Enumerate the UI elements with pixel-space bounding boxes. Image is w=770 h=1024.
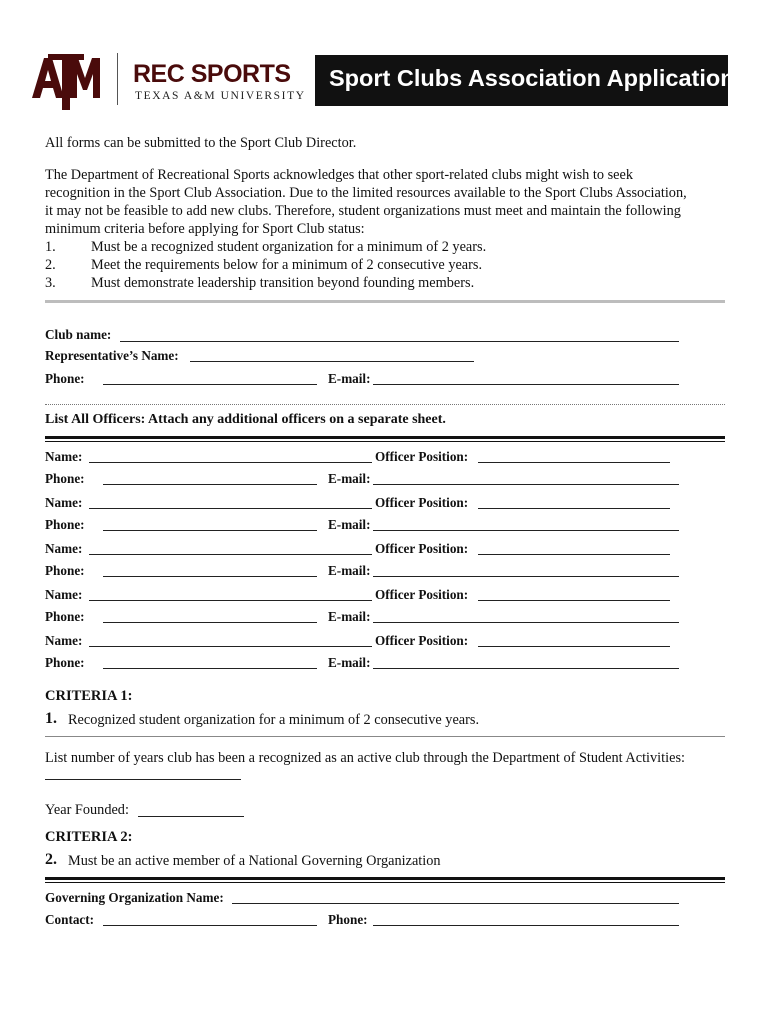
officer-position-label: Officer Position: <box>375 633 469 648</box>
officer-email-field[interactable] <box>373 655 679 669</box>
criteria2-rule-thin <box>45 882 725 883</box>
officer-position-field[interactable] <box>478 541 670 555</box>
criteria1-question: List number of years club has been a recognized as an active club through the Department of Student Activities: <box>45 750 685 766</box>
officers-rule-thick <box>45 436 725 439</box>
officer-email-field[interactable] <box>373 471 679 485</box>
governing-org-label: Governing Organization Name: <box>45 890 224 905</box>
officer-email-field[interactable] <box>373 563 679 577</box>
criteria-num-3: 3. <box>45 275 56 291</box>
club-name-field[interactable] <box>120 328 679 342</box>
officer-phone-field[interactable] <box>103 471 317 485</box>
officer-phone-label: Phone: <box>45 655 85 670</box>
officer-name-label: Name: <box>45 449 83 464</box>
officer-phone-label: Phone: <box>45 609 85 624</box>
section-divider <box>45 300 725 303</box>
officer-name-field[interactable] <box>89 495 372 509</box>
intro-line-3: it may not be feasible to add new clubs. Therefore, student organizations must meet and maintain the following <box>45 203 681 219</box>
officer-email-label: E-mail: <box>328 609 371 624</box>
years-recognized-field[interactable] <box>45 766 241 780</box>
officer-position-label: Officer Position: <box>375 495 469 510</box>
officer-phone-label: Phone: <box>45 471 85 486</box>
officer-name-label: Name: <box>45 495 83 510</box>
brand-name: REC SPORTS <box>133 60 291 88</box>
officer-phone-label: Phone: <box>45 517 85 532</box>
intro-line-1: The Department of Recreational Sports acknowledges that other sport-related clubs might wish to seek <box>45 167 633 183</box>
officer-phone-field[interactable] <box>103 563 317 577</box>
officer-phone-field[interactable] <box>103 517 317 531</box>
officer-email-label: E-mail: <box>328 655 371 670</box>
criteria2-rule-thick <box>45 877 725 880</box>
officer-email-field[interactable] <box>373 609 679 623</box>
club-email-label: E-mail: <box>328 371 371 386</box>
criteria-text-1: Must be a recognized student organization for a minimum of 2 years. <box>91 239 487 255</box>
criteria2-heading: CRITERIA 2: <box>45 829 133 845</box>
intro-line-2: recognition in the Sport Club Association. Due to the limited resources available to the Sport Clubs Association, <box>45 185 687 201</box>
officer-name-field[interactable] <box>89 587 372 601</box>
dotted-divider <box>45 404 725 405</box>
criteria2-text: Must be an active member of a National Governing Organization <box>68 853 441 869</box>
club-phone-field[interactable] <box>103 371 317 385</box>
criteria-text-2: Meet the requirements below for a minimum of 2 consecutive years. <box>91 257 483 273</box>
representative-label: Representative’s Name: <box>45 348 179 363</box>
page-title <box>315 55 735 106</box>
officer-phone-label: Phone: <box>45 563 85 578</box>
officer-phone-field[interactable] <box>103 655 317 669</box>
tamu-logo <box>30 50 102 112</box>
officer-email-field[interactable] <box>373 517 679 531</box>
year-founded-label: Year Founded: <box>45 802 129 818</box>
tamu-logo-icon <box>30 50 102 112</box>
officer-position-field[interactable] <box>478 587 670 601</box>
contact-field[interactable] <box>103 912 317 926</box>
officer-name-label: Name: <box>45 633 83 648</box>
logo-divider <box>117 53 118 105</box>
officer-name-label: Name: <box>45 541 83 556</box>
criteria2-num: 2. <box>45 851 57 868</box>
officers-heading: List All Officers: Attach any additional officers on a separate sheet. <box>45 412 446 427</box>
representative-field[interactable] <box>190 348 474 362</box>
officer-position-label: Officer Position: <box>375 541 469 556</box>
gov-phone-field[interactable] <box>373 912 679 926</box>
officer-position-label: Officer Position: <box>375 449 469 464</box>
criteria1-num: 1. <box>45 710 57 727</box>
officer-name-label: Name: <box>45 587 83 602</box>
officer-name-field[interactable] <box>89 541 372 555</box>
governing-org-field[interactable] <box>232 890 679 904</box>
criteria1-text: Recognized student organization for a minimum of 2 consecutive years. <box>68 712 480 728</box>
submit-note: All forms can be submitted to the Sport Club Director. <box>45 135 357 151</box>
intro-line-4: minimum criteria before applying for Sport Club status: <box>45 221 365 237</box>
officer-email-label: E-mail: <box>328 517 371 532</box>
officer-email-label: E-mail: <box>328 471 371 486</box>
officers-rule-thin <box>45 441 725 442</box>
officer-position-label: Officer Position: <box>375 587 469 602</box>
contact-label: Contact: <box>45 912 95 927</box>
page-title-text: Sport Clubs Association Application <box>329 65 735 91</box>
criteria-num-1: 1. <box>45 239 56 255</box>
officer-email-label: E-mail: <box>328 563 371 578</box>
criteria1-heading: CRITERIA 1: <box>45 688 133 704</box>
officer-position-field[interactable] <box>478 495 670 509</box>
criteria-num-2: 2. <box>45 257 56 273</box>
officer-name-field[interactable] <box>89 449 372 463</box>
brand-subtitle: TEXAS A&M UNIVERSITY <box>135 90 306 102</box>
criteria-text-3: Must demonstrate leadership transition beyond founding members. <box>91 275 475 291</box>
officer-phone-field[interactable] <box>103 609 317 623</box>
club-phone-label: Phone: <box>45 371 85 386</box>
officer-name-field[interactable] <box>89 633 372 647</box>
club-email-field[interactable] <box>373 371 679 385</box>
club-name-label: Club name: <box>45 327 112 342</box>
year-founded-field[interactable] <box>138 803 244 817</box>
gov-phone-label: Phone: <box>328 912 368 927</box>
officer-position-field[interactable] <box>478 633 670 647</box>
criteria1-divider <box>45 736 725 737</box>
officer-position-field[interactable] <box>478 449 670 463</box>
